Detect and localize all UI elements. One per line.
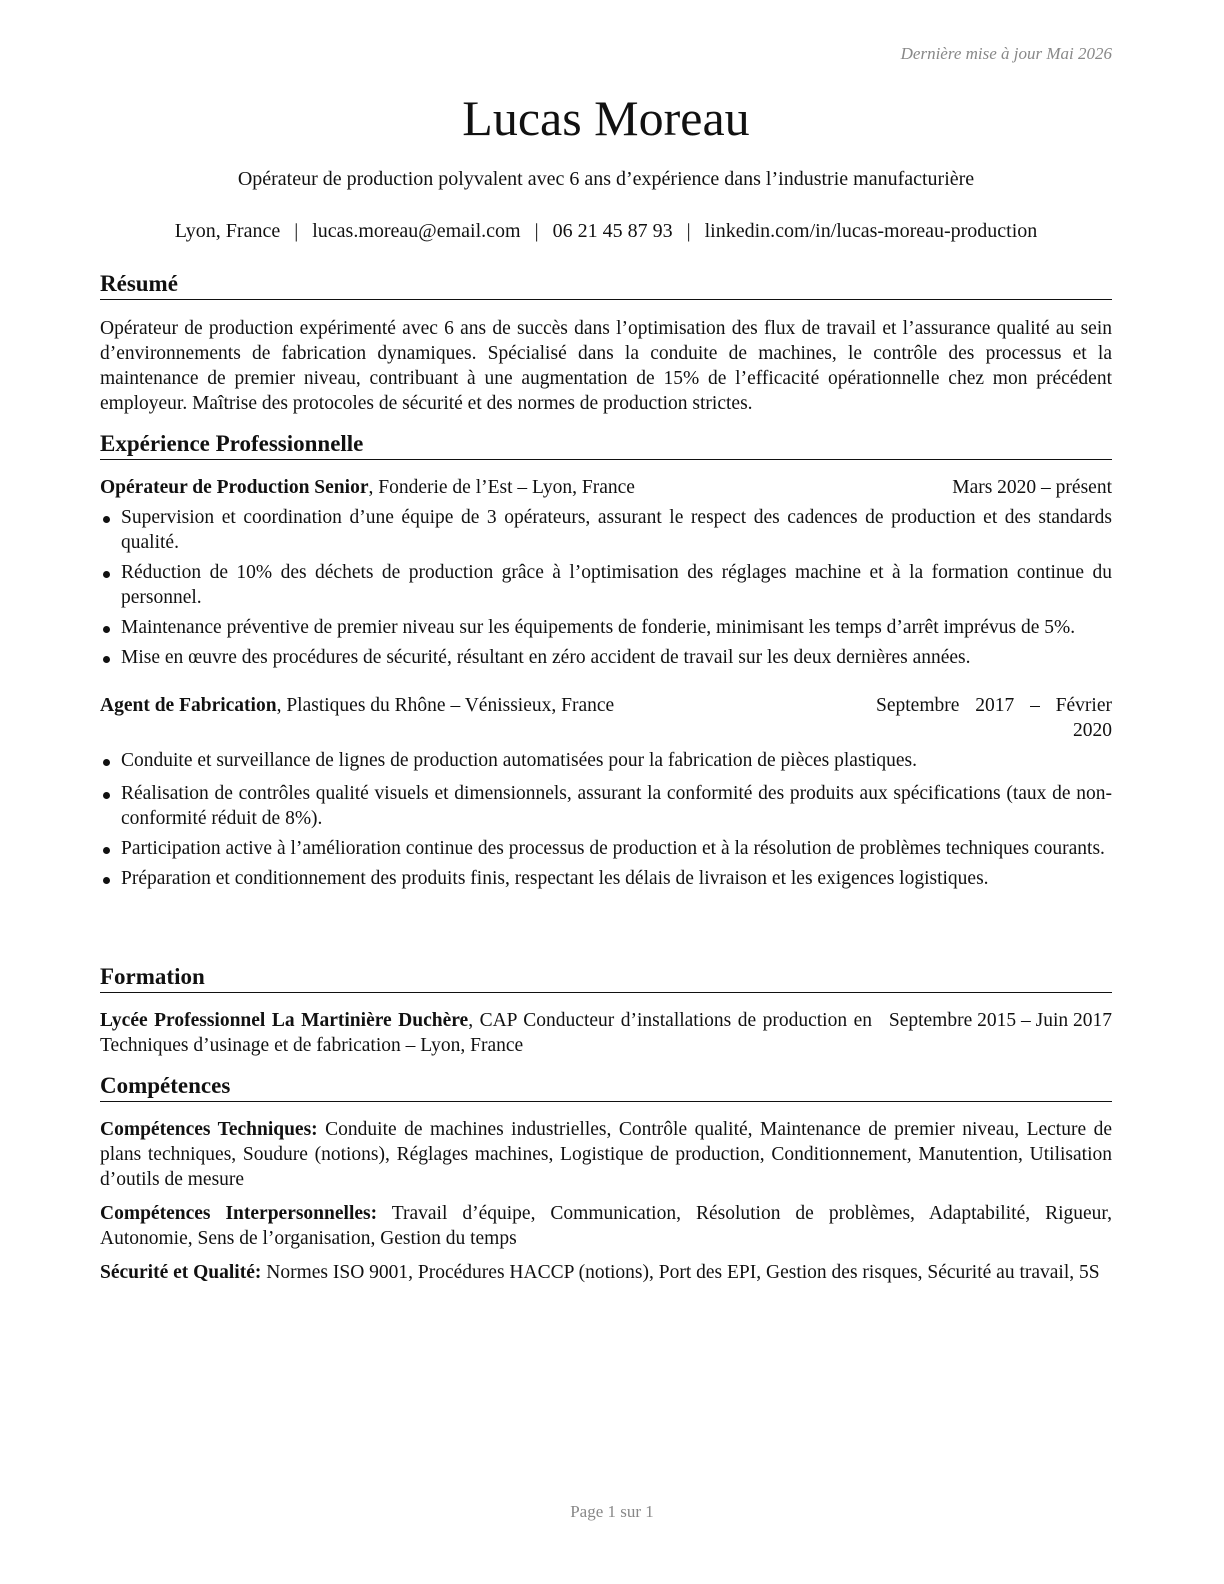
skills-title: Compétences bbox=[100, 1072, 1112, 1102]
summary-section bbox=[100, 270, 1112, 416]
contact-phone: 06 21 45 87 93 bbox=[552, 220, 673, 242]
contact-location: Lyon, France bbox=[174, 220, 281, 242]
contact-line bbox=[100, 218, 1112, 244]
bullet-text: Réduction de 10% des déchets de production grâce à l’optimisation des réglages machine et à la formation continue du personnel. bbox=[121, 562, 1112, 608]
experience-section bbox=[100, 430, 1112, 891]
skills-section bbox=[100, 1072, 1112, 1294]
bullet-item bbox=[100, 781, 1112, 831]
education-degree: , CAP Conducteur d’installations de production en Techniques d’usinage et de fabrication – Lyon, France bbox=[100, 1010, 872, 1056]
bullet-icon bbox=[103, 847, 110, 854]
candidate-name: Lucas Moreau bbox=[462, 90, 750, 146]
bullet-text: Supervision et coordination d’une équipe de 3 opérateurs, assurant le respect des cadences de production et des standards qualité. bbox=[121, 507, 1112, 553]
experience-title: Expérience Professionnelle bbox=[100, 430, 1112, 460]
job-entry bbox=[100, 693, 1112, 891]
job-company: , Fonderie de l’Est – Lyon, France bbox=[368, 477, 635, 498]
job-title-line bbox=[100, 693, 876, 718]
bullet-text: Conduite et surveillance de lignes de production automatisées pour la fabrication de pièces plastiques. bbox=[121, 750, 918, 771]
skill-label: Sécurité et Qualité: bbox=[100, 1262, 262, 1283]
bullet-item bbox=[100, 748, 1112, 773]
job-dates: Mars 2020 – présent bbox=[952, 477, 1112, 498]
education-section bbox=[100, 963, 1112, 1058]
job-bullets bbox=[100, 748, 1112, 891]
headline: Opérateur de production polyvalent avec 6 ans d’expérience dans l’industrie manufacturière bbox=[237, 168, 975, 190]
bullet-item bbox=[100, 615, 1112, 640]
bullet-item bbox=[100, 836, 1112, 861]
skill-group-interpersonal bbox=[100, 1201, 1112, 1251]
education-line bbox=[100, 1008, 876, 1058]
bullet-text: Mise en œuvre des procédures de sécurité, résultant en zéro accident de travail sur les deux dernières années. bbox=[121, 647, 971, 668]
education-title: Formation bbox=[100, 963, 1112, 993]
bullet-text: Participation active à l’amélioration continue des processus de production et à la résolution de problèmes techniques courants. bbox=[121, 838, 1105, 859]
bullet-item bbox=[100, 505, 1112, 555]
contact-email[interactable]: lucas.moreau@email.com bbox=[312, 220, 521, 242]
education-entry bbox=[100, 1008, 1112, 1058]
skill-items: Travail d’équipe, Communication, Résolution de problèmes, Adaptabilité, Rigueur, Autonomie, Sens de l’organisation, Gestion du temps bbox=[100, 1203, 1112, 1249]
job-company: , Plastiques du Rhône – Vénissieux, France bbox=[276, 695, 615, 716]
bullet-item bbox=[100, 866, 1112, 891]
job-header bbox=[100, 693, 1112, 743]
job-header bbox=[100, 475, 1112, 500]
bullet-icon bbox=[103, 626, 110, 633]
skill-items: Conduite de machines industrielles, Contrôle qualité, Maintenance de premier niveau, Lecture de plans techniques, Soudure (notions), Réglages machines, Logistique de production, Conditionnement, Manutention, Utilisation d’outils de mesure bbox=[100, 1119, 1112, 1190]
bullet-icon bbox=[103, 516, 110, 523]
education-school: Lycée Professionnel La Martinière Duchère bbox=[100, 1010, 469, 1031]
bullet-item bbox=[100, 645, 1112, 670]
bullet-icon bbox=[103, 792, 110, 799]
job-role: Agent de Fabrication bbox=[100, 695, 277, 716]
contact-separator: | bbox=[534, 220, 539, 242]
page-number: Page 1 sur 1 bbox=[570, 1502, 654, 1521]
bullet-icon bbox=[103, 877, 110, 884]
contact-linkedin[interactable]: linkedin.com/in/lucas-moreau-production bbox=[704, 220, 1038, 242]
contact-separator: | bbox=[294, 220, 299, 242]
job-bullets bbox=[100, 505, 1112, 670]
skill-group-technical bbox=[100, 1117, 1112, 1192]
summary-title: Résumé bbox=[100, 270, 1112, 300]
skill-label: Compétences Interpersonnelles: bbox=[100, 1203, 378, 1224]
bullet-icon bbox=[103, 656, 110, 663]
job-entry bbox=[100, 475, 1112, 670]
skill-label: Compétences Techniques: bbox=[100, 1119, 318, 1140]
bullet-icon bbox=[103, 759, 110, 766]
bullet-item bbox=[100, 560, 1112, 610]
job-dates: Septembre 2017 – Février 2020 bbox=[876, 695, 1112, 741]
skill-group-safety bbox=[100, 1260, 1112, 1285]
job-role: Opérateur de Production Senior bbox=[100, 477, 369, 498]
summary-text: Opérateur de production expérimenté avec 6 ans de succès dans l’optimisation des flux de travail et l’assurance qualité au sein d’environnements de fabrication dynamiques. Spécialisé dans la conduite de machines, le contrôle des processus et la maintenance de premier niveau, contribuant à une augmentation de 15% de l’efficacité opérationnelle chez mon précédent employeur. Maîtrise des protocoles de sécurité et des normes de production strictes. bbox=[100, 318, 1112, 414]
bullet-text: Réalisation de contrôles qualité visuels et dimensionnels, assurant la conformité des produits aux spécifications (taux de non-conformité réduit de 8%). bbox=[121, 783, 1112, 829]
bullet-text: Préparation et conditionnement des produits finis, respectant les délais de livraison et les exigences logistiques. bbox=[121, 868, 989, 889]
contact-separator: | bbox=[686, 220, 691, 242]
job-title-line bbox=[100, 475, 952, 500]
bullet-icon bbox=[103, 571, 110, 578]
education-dates: Septembre 2015 – Juin 2017 bbox=[888, 1010, 1112, 1031]
updated-date: Dernière mise à jour Mai 2026 bbox=[900, 44, 1112, 63]
skill-items: Normes ISO 9001, Procédures HACCP (notions), Port des EPI, Gestion des risques, Sécurité au travail, 5S bbox=[266, 1262, 1100, 1283]
bullet-text: Maintenance préventive de premier niveau sur les équipements de fonderie, minimisant les temps d’arrêt imprévus de 5%. bbox=[121, 617, 1076, 638]
